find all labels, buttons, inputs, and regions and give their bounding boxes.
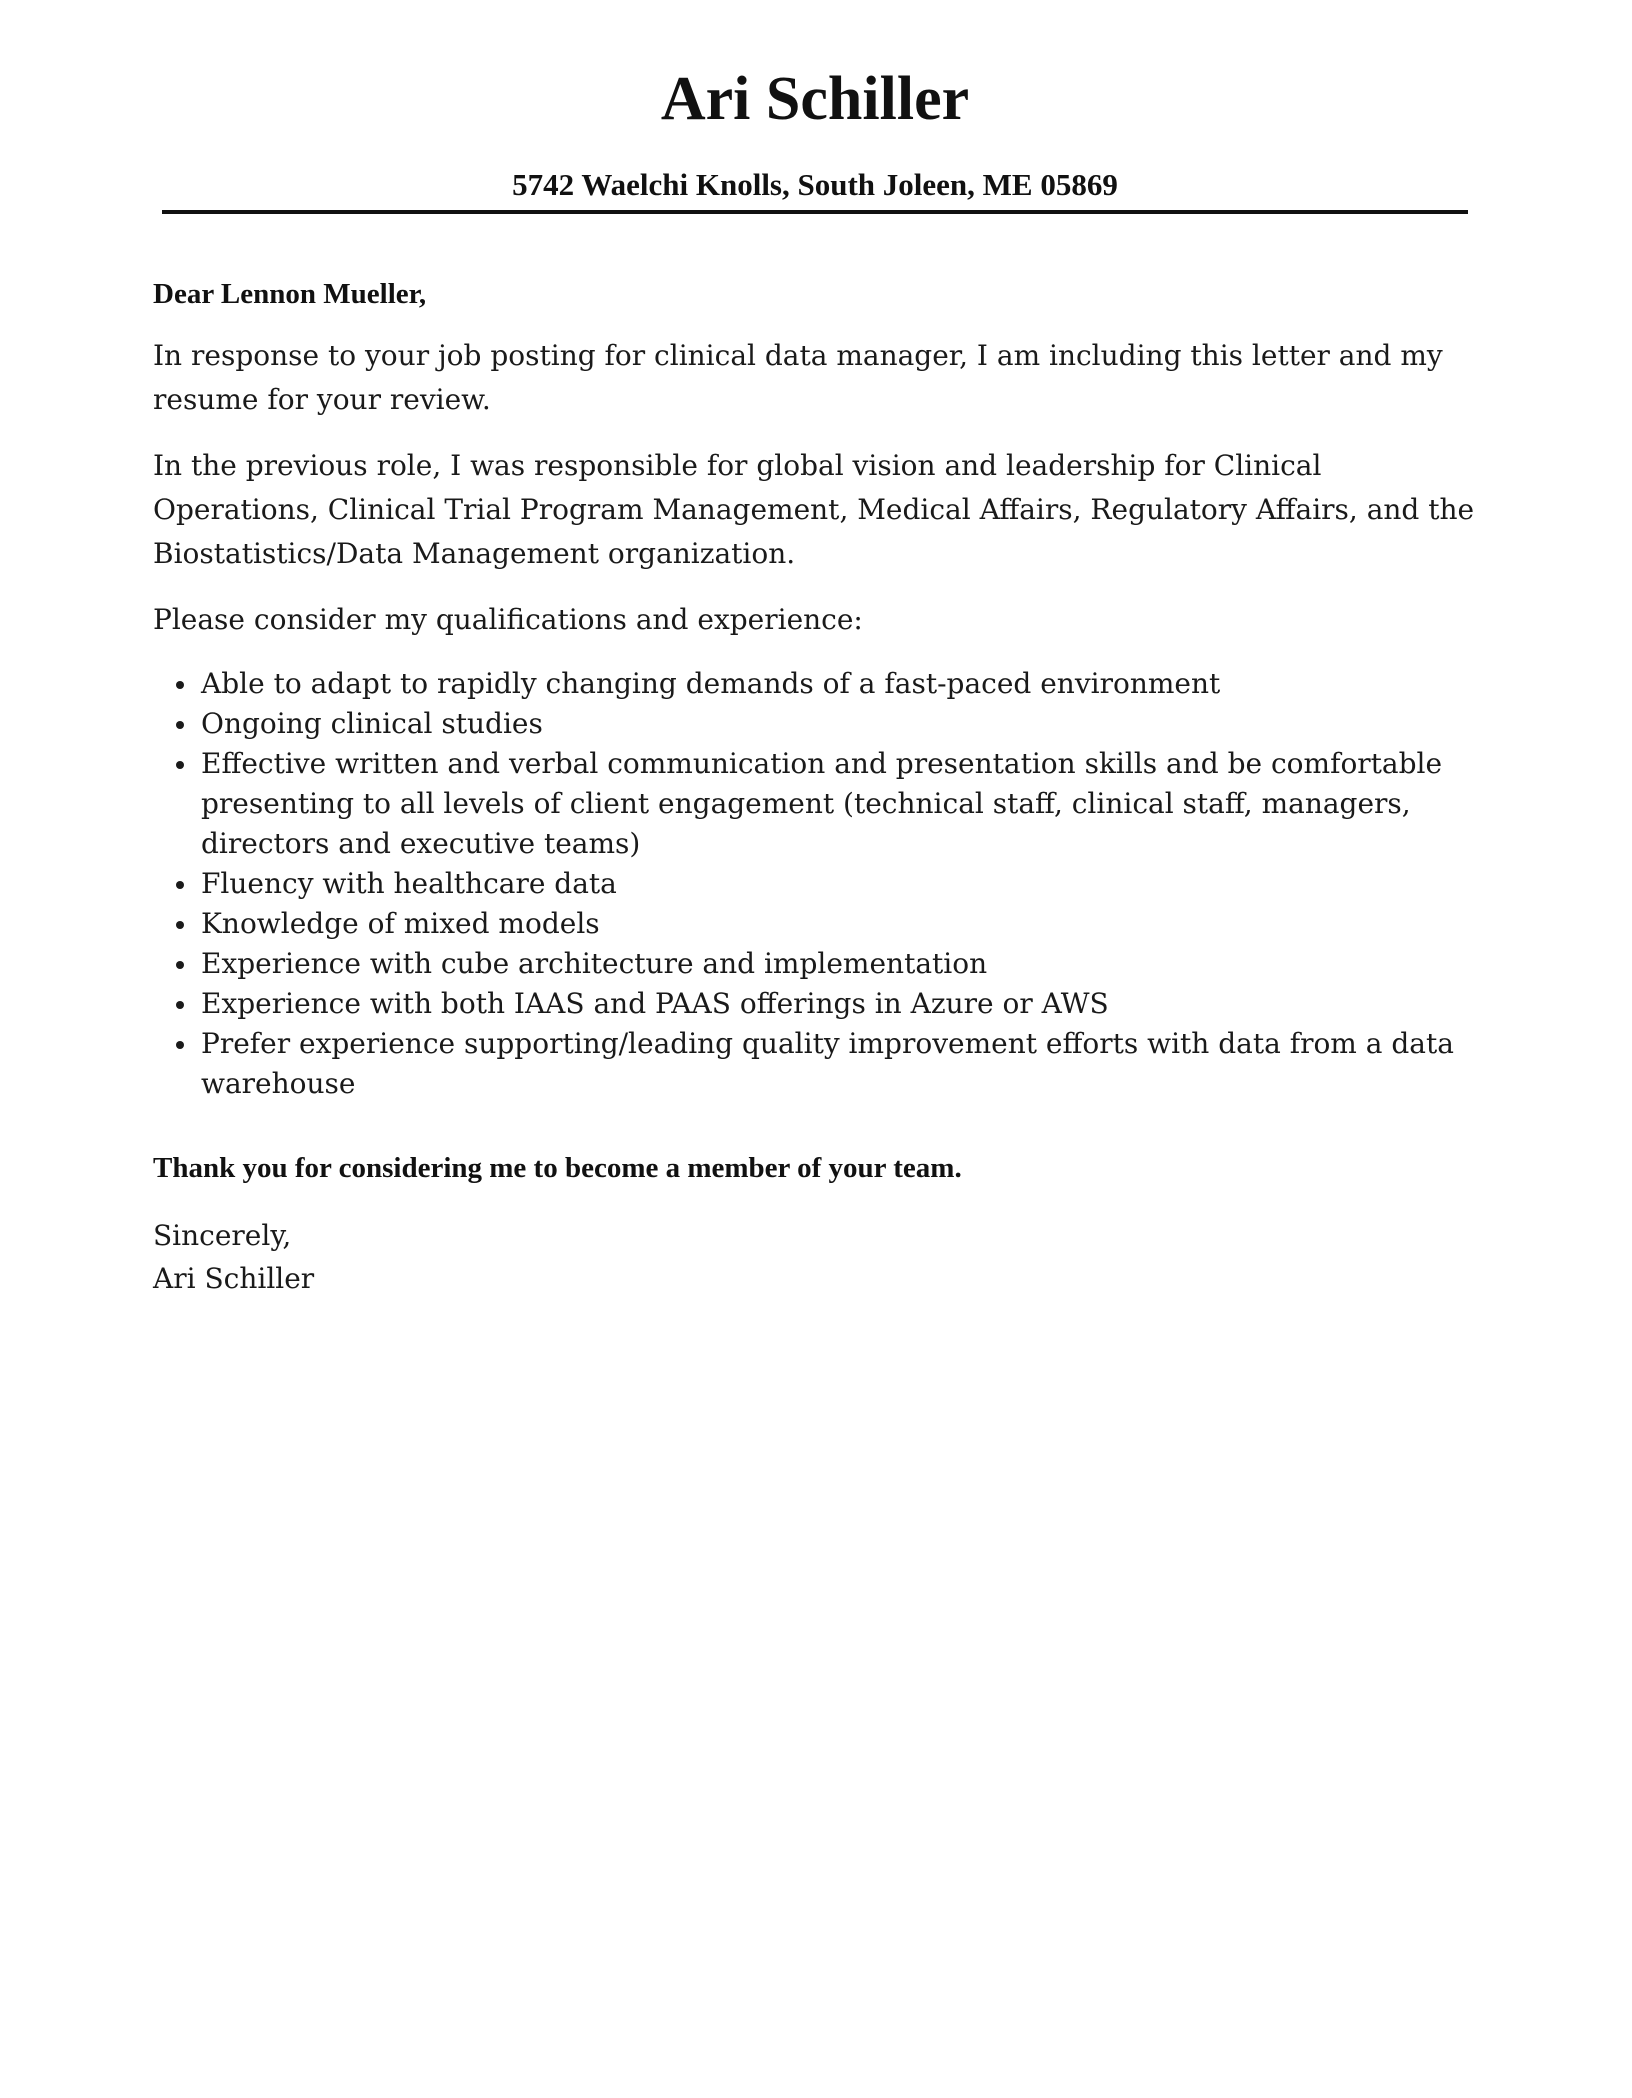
bullet-icon xyxy=(176,1001,184,1009)
list-item-text: Effective written and verbal communication and presentation skills and be comfortable presenting to all levels of client engagement (technical staff, clinical staff, managers, directors and executive teams) xyxy=(201,747,1443,860)
experience-paragraph: In the previous role, I was responsible for global vision and leadership for Clinical Operations, Clinical Trial Program Management, Medical Affairs, Regulatory Affairs, and the Biostatistics/Data Management organization. xyxy=(153,449,1475,570)
list-item xyxy=(153,984,1483,1024)
list-item-text: Experience with cube architecture and implementation xyxy=(201,947,988,980)
bullet-icon xyxy=(176,961,184,969)
bullet-icon xyxy=(176,721,184,729)
signoff: Sincerely, xyxy=(153,1219,292,1252)
bullet-icon xyxy=(176,921,184,929)
list-item-text: Knowledge of mixed models xyxy=(201,907,600,940)
qualifications-intro: Please consider my qualifications and experience: xyxy=(153,603,863,636)
list-item xyxy=(153,1024,1483,1104)
letter-header xyxy=(162,62,1468,204)
list-item xyxy=(153,704,1483,744)
list-item xyxy=(153,864,1483,904)
list-item xyxy=(153,744,1483,864)
list-item-text: Able to adapt to rapidly changing demands of a fast-paced environment xyxy=(201,667,1221,700)
bullet-icon xyxy=(176,881,184,889)
intro-paragraph: In response to your job posting for clinical data manager, I am including this letter and my resume for your review. xyxy=(153,339,1443,416)
letter-body xyxy=(153,274,1483,1300)
sender-name: Ari Schiller xyxy=(660,65,970,133)
closing-statement: Thank you for considering me to become a member of your team. xyxy=(153,1152,962,1184)
list-item xyxy=(153,904,1483,944)
list-item-text: Ongoing clinical studies xyxy=(201,707,543,740)
signature-name: Ari Schiller xyxy=(153,1262,315,1295)
bullet-icon xyxy=(176,1041,184,1049)
list-item xyxy=(153,664,1483,704)
list-item-text: Fluency with healthcare data xyxy=(201,867,617,900)
qualifications-list xyxy=(153,664,1483,1104)
list-item-text: Experience with both IAAS and PAAS offerings in Azure or AWS xyxy=(201,987,1109,1020)
header-divider xyxy=(162,210,1468,214)
sender-address: 5742 Waelchi Knolls, South Joleen, ME 05869 xyxy=(512,167,1118,202)
bullet-icon xyxy=(176,761,184,769)
list-item xyxy=(153,944,1483,984)
bullet-icon xyxy=(176,681,184,689)
list-item-text: Prefer experience supporting/leading quality improvement efforts with data from a data warehouse xyxy=(201,1027,1454,1100)
greeting: Dear Lennon Mueller, xyxy=(153,278,427,310)
